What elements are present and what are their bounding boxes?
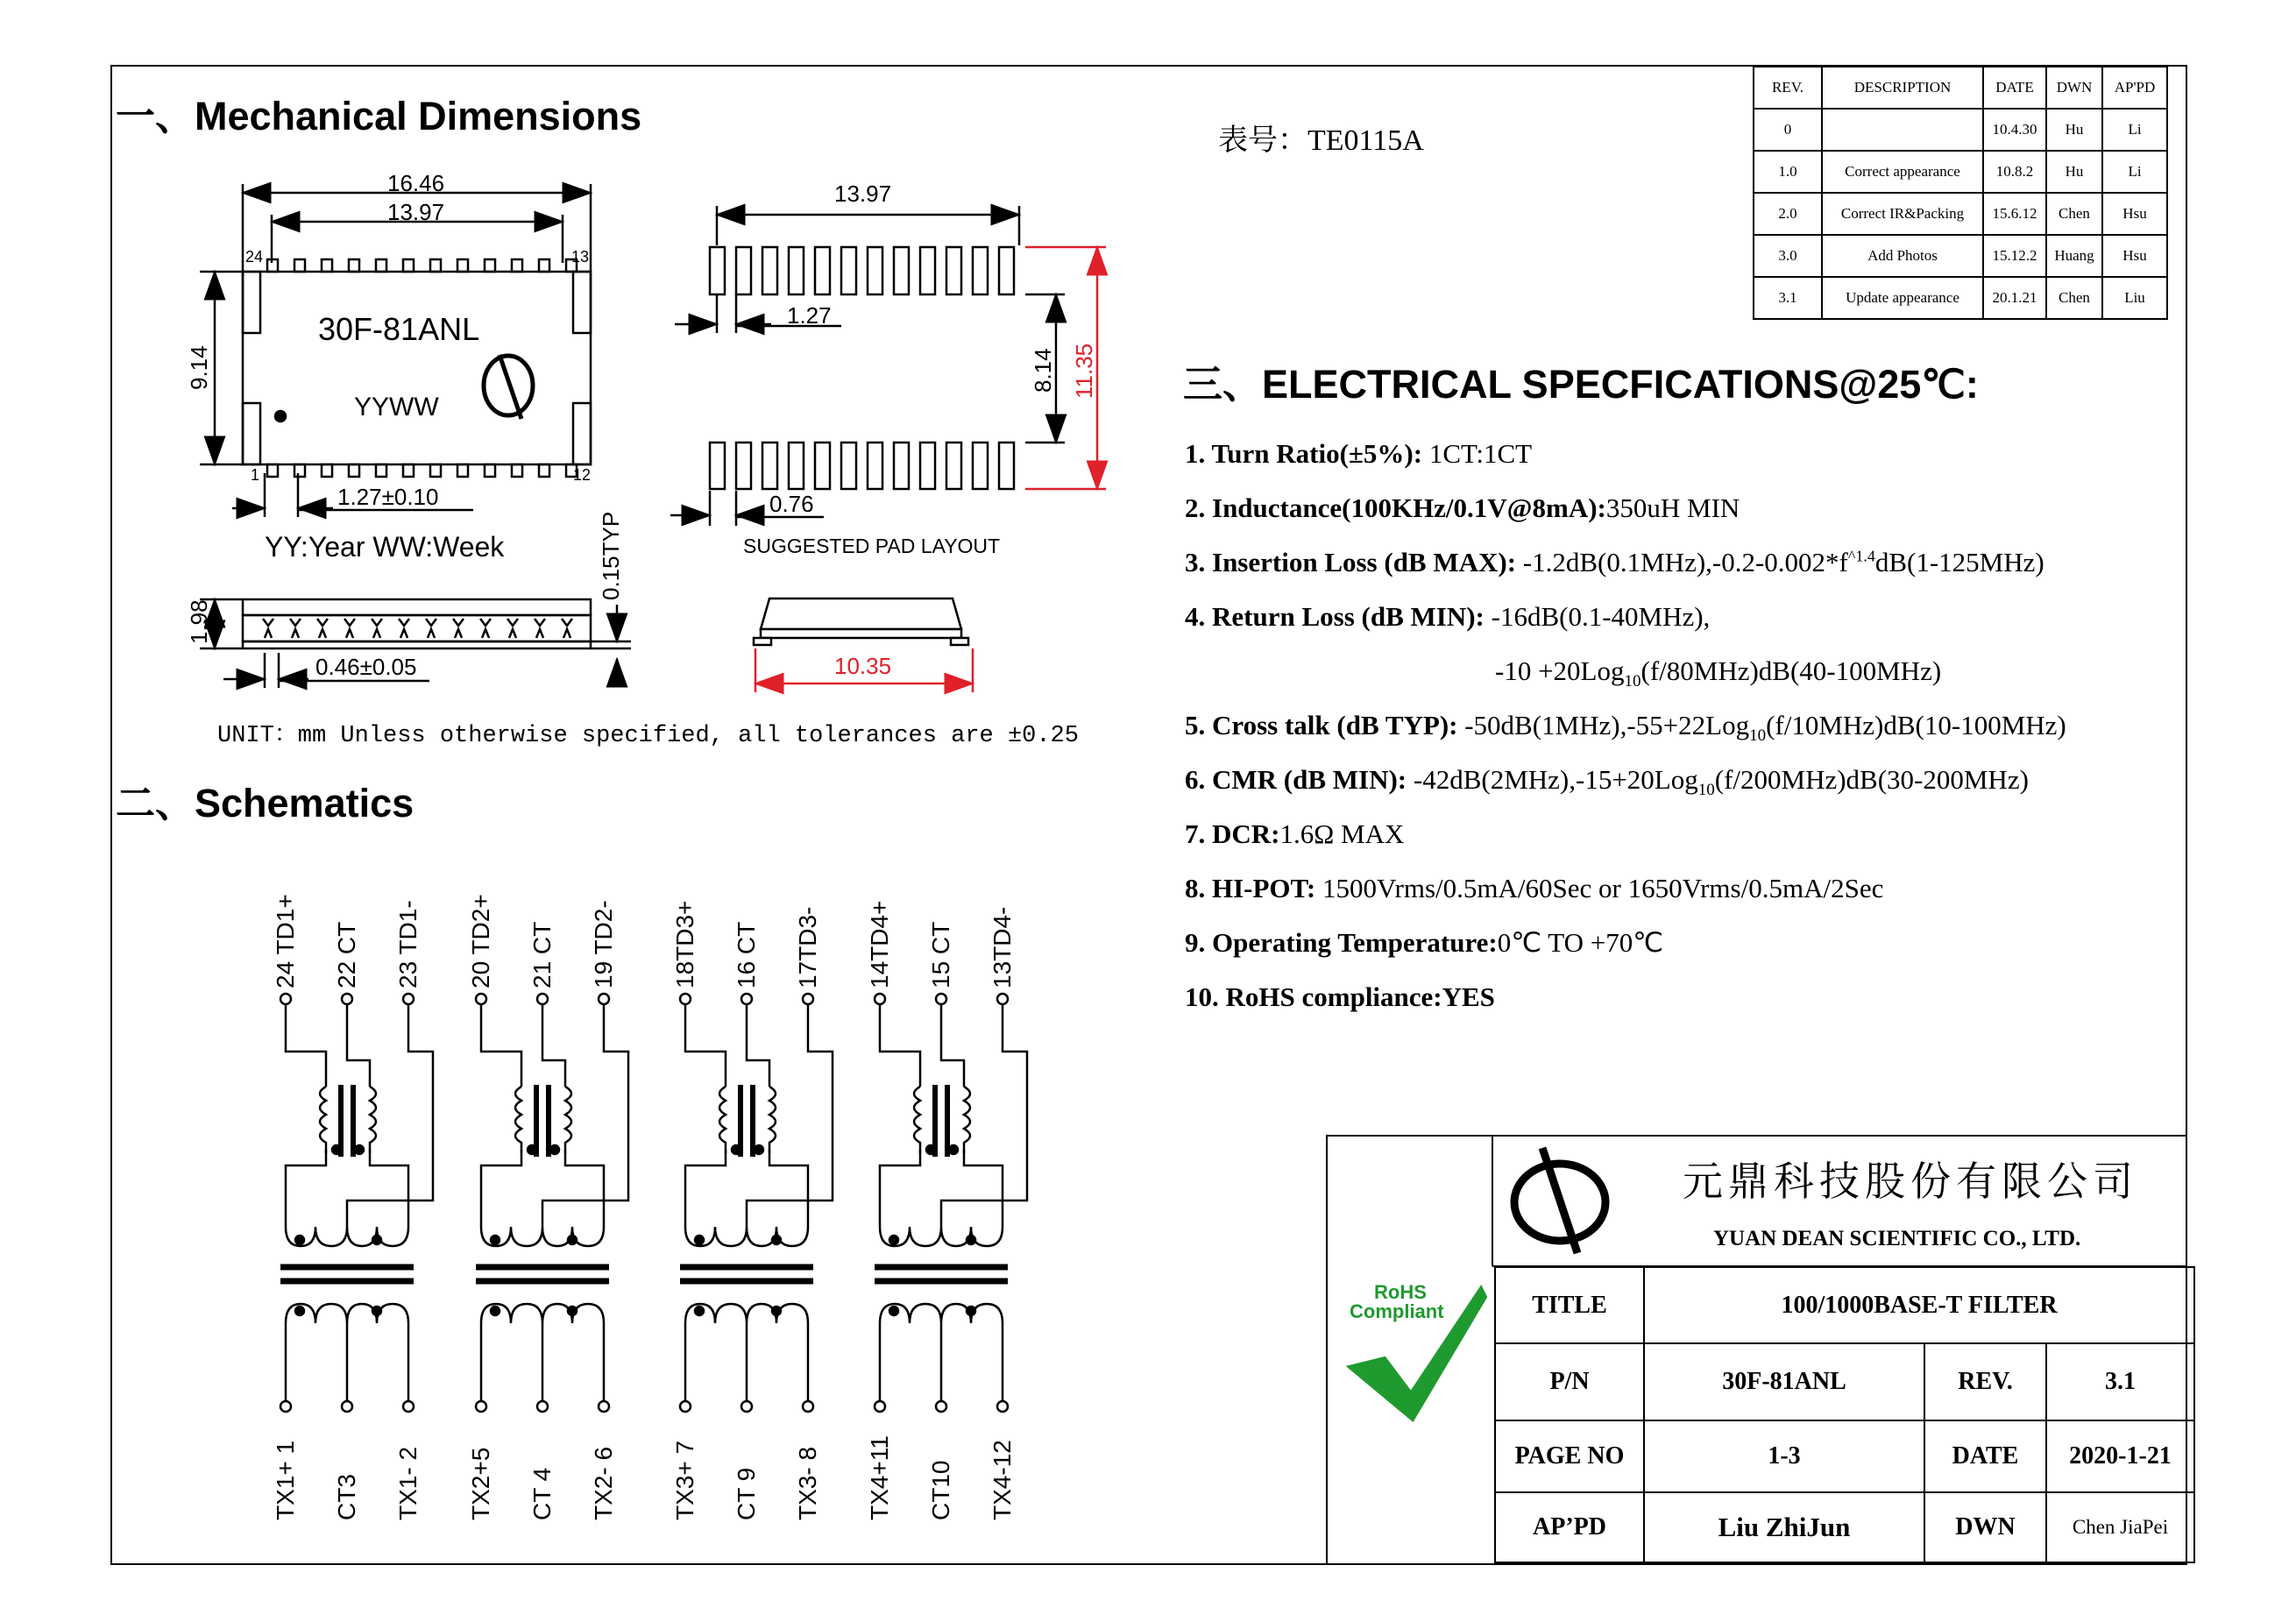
title-block-table xyxy=(1494,1266,2195,1563)
revision-cell: 20.1.21 xyxy=(1983,277,2046,319)
spec-value-unit: dB(1-125MHz) xyxy=(1874,547,2044,577)
pad xyxy=(789,247,804,294)
pin-label-bottom: TX1- 2 xyxy=(394,1446,422,1520)
spec-hipot xyxy=(1185,873,1883,904)
revision-cell: 15.6.12 xyxy=(1983,193,2046,235)
revision-cell: Chen xyxy=(2046,277,2102,319)
dim-typ: 0.15TYP xyxy=(598,511,624,600)
side-pin xyxy=(480,619,491,638)
pin-1-label: 1 xyxy=(251,466,260,484)
package-pin xyxy=(485,259,495,272)
rohs-label: RoHS xyxy=(1374,1281,1427,1303)
choke-coil xyxy=(515,1087,521,1153)
pin-terminal xyxy=(342,1401,352,1412)
package-pin xyxy=(403,259,414,272)
rev-value: 3.1 xyxy=(2046,1343,2194,1420)
pin-terminal xyxy=(476,1401,486,1412)
pin-label-top: 22 CT xyxy=(333,921,360,988)
side-pin xyxy=(263,619,273,638)
pin-label-top: 19 TD2- xyxy=(590,900,617,988)
pin-terminal xyxy=(936,1401,946,1412)
choke-coil xyxy=(914,1087,920,1153)
date-header: DATE xyxy=(1983,67,2046,109)
pin-terminal xyxy=(741,1401,752,1412)
pin-label-bottom: TX3- 8 xyxy=(794,1446,821,1520)
dim-pitch-span: 13.97 xyxy=(387,199,445,225)
pin-label-top: 17TD3- xyxy=(794,906,821,988)
section-electrical: 三、ELECTRICAL SPECFICATIONS@25℃: xyxy=(1183,362,1979,407)
spec-label: 7. DCR: xyxy=(1185,818,1280,849)
revision-row xyxy=(1754,235,2167,277)
pin-label-bottom: TX4+11 xyxy=(866,1435,893,1520)
pin-terminal xyxy=(537,994,548,1004)
side-pin xyxy=(535,619,545,638)
side-pin xyxy=(399,619,409,638)
polarity-dot xyxy=(695,1236,704,1244)
pin-label-top: 20 TD2+ xyxy=(467,894,494,988)
revision-cell: Add Photos xyxy=(1822,235,1983,277)
pin-terminal xyxy=(476,994,486,1004)
wire xyxy=(880,1150,920,1227)
pad xyxy=(762,247,777,294)
polarity-dot xyxy=(491,1307,500,1315)
spec-label: 2. Inductance(100KHz/0.1V@8mA): xyxy=(1185,492,1606,523)
pad-row-gap: 8.14 xyxy=(1030,348,1056,393)
pad xyxy=(710,247,725,294)
form-number: 表号：TE0115A xyxy=(1218,124,1424,157)
revision-row xyxy=(1754,193,2167,235)
spec-value: -1.2dB(0.1MHz),-0.2-0.002*f xyxy=(1516,547,1848,577)
pn-label: P/N xyxy=(1495,1343,1644,1420)
pin-label-top: 14TD4+ xyxy=(866,900,893,988)
pin-terminal xyxy=(537,1401,548,1412)
revision-cell: Hu xyxy=(2046,151,2102,193)
spec-value-unit: (f/10MHz)dB(10-100MHz) xyxy=(1766,710,2066,740)
wire xyxy=(542,1004,628,1227)
revision-cell: 10.4.30 xyxy=(1983,109,2046,151)
revision-row xyxy=(1754,109,2167,151)
wire xyxy=(481,1150,521,1227)
spec-insertion-loss xyxy=(1185,547,2044,578)
pin-label-bottom: CT 4 xyxy=(528,1467,556,1520)
pad xyxy=(710,443,725,489)
polarity-dot xyxy=(949,1145,958,1154)
pin-terminal xyxy=(680,1401,691,1412)
spec-value: 350uH MIN xyxy=(1605,492,1740,523)
package-pin xyxy=(322,259,332,272)
spec-return-loss xyxy=(1185,601,1710,633)
date-value: 2020-1-21 xyxy=(2046,1420,2194,1492)
pin-terminal xyxy=(403,994,414,1004)
dim-pitch: 1.27±0.10 xyxy=(337,484,439,510)
pin-label-bottom: CT10 xyxy=(927,1460,954,1520)
appd-value: Liu ZhiJun xyxy=(1644,1492,1924,1562)
section-mechanical: 一、Mechanical Dimensions xyxy=(116,94,642,138)
pin-13-label: 13 xyxy=(571,248,590,266)
pad-layout xyxy=(670,206,1065,526)
pin-label-top: 13TD4- xyxy=(989,906,1016,988)
package-pin xyxy=(512,259,522,272)
pin-terminal xyxy=(875,1401,885,1412)
spec-value: -50dB(1MHz),-55+22Log xyxy=(1457,710,1750,740)
revision-cell: Liu xyxy=(2102,277,2167,319)
spec-return-loss-2 xyxy=(1495,655,1941,691)
pad xyxy=(736,247,751,294)
pad-layout-label: SUGGESTED PAD LAYOUT xyxy=(743,535,1001,557)
choke-coil xyxy=(719,1087,726,1153)
spec-exponent: ^1.4 xyxy=(1847,547,1875,565)
wire xyxy=(880,1004,920,1087)
wire xyxy=(286,1004,326,1087)
package-pin xyxy=(294,259,305,272)
spec-label: 3. Insertion Loss (dB MAX): xyxy=(1185,547,1517,577)
date-label: DATE xyxy=(1924,1420,2046,1492)
choke-coil xyxy=(320,1087,326,1153)
side-pin xyxy=(372,619,382,638)
title-label: TITLE xyxy=(1495,1267,1644,1343)
pad xyxy=(973,247,988,294)
revision-row xyxy=(1754,277,2167,319)
wire xyxy=(347,1004,433,1227)
spec-cmr xyxy=(1185,764,2029,800)
pin-24-label: 24 xyxy=(245,248,264,266)
revision-cell: Update appearance xyxy=(1822,277,1983,319)
pad xyxy=(894,443,909,489)
pad xyxy=(789,443,804,489)
package-pin xyxy=(403,464,414,477)
choke-coil xyxy=(370,1087,376,1153)
company-logo xyxy=(1514,1148,1605,1253)
wire xyxy=(286,1150,326,1227)
revision-cell: 10.8.2 xyxy=(1983,151,2046,193)
pin-label-top: 18TD3+ xyxy=(671,900,698,988)
spec-value: 1.6Ω MAX xyxy=(1279,818,1405,849)
dim-lead-width: 0.46±0.05 xyxy=(315,654,417,680)
pad xyxy=(973,443,988,489)
revision-cell: 0 xyxy=(1754,109,1822,151)
side-pin xyxy=(426,619,436,638)
pad xyxy=(815,443,830,489)
page-value: 1-3 xyxy=(1644,1420,1924,1492)
pin-label-top: 24 TD1+ xyxy=(272,894,299,988)
description-header: DESCRIPTION xyxy=(1822,67,1983,109)
package-pin xyxy=(457,464,468,477)
pad-width: 0.76 xyxy=(769,491,814,517)
polarity-dot xyxy=(772,1307,781,1315)
package-pin xyxy=(430,259,441,272)
pin-terminal xyxy=(997,1401,1008,1412)
side-pin xyxy=(453,619,464,638)
polarity-dot xyxy=(332,1145,341,1154)
wire xyxy=(685,1150,726,1227)
polarity-dot xyxy=(967,1236,975,1244)
pin-label-bottom: TX2+5 xyxy=(467,1447,494,1520)
pin-terminal xyxy=(342,994,352,1004)
section-schematics: 二、Schematics xyxy=(116,781,415,825)
wire xyxy=(481,1004,521,1087)
pad xyxy=(999,247,1014,294)
pin-terminal xyxy=(803,1401,813,1412)
revision-cell: 1.0 xyxy=(1754,151,1822,193)
pin-12-label: 12 xyxy=(573,466,592,484)
spec-value: 1CT:1CT xyxy=(1422,438,1533,469)
spec-label: 5. Cross talk (dB TYP): xyxy=(1185,710,1458,740)
spec-label: 10. RoHS compliance:YES xyxy=(1185,981,1495,1012)
spec-rohs xyxy=(1185,981,1495,1013)
pin-label-bottom: TX4-12 xyxy=(989,1440,1016,1520)
pin-label-top: 21 CT xyxy=(528,921,556,988)
polarity-dot xyxy=(732,1145,741,1154)
side-width: 10.35 xyxy=(834,653,892,679)
revision-header-row xyxy=(1754,67,2167,109)
pin-terminal xyxy=(280,1401,291,1412)
package-pin xyxy=(322,464,332,477)
spec-dcr xyxy=(1185,818,1404,850)
polarity-dot xyxy=(926,1145,935,1154)
wire xyxy=(747,1004,769,1087)
spec-value: 1500Vrms/0.5mA/60Sec or 1650Vrms/0.5mA/2Sec xyxy=(1315,873,1884,903)
spec-turn-ratio xyxy=(1185,438,1532,470)
spec-label: 4. Return Loss (dB MIN): xyxy=(1185,601,1485,632)
pin-terminal xyxy=(403,1401,414,1412)
revision-cell: Li xyxy=(2102,151,2167,193)
polarity-dot xyxy=(695,1307,704,1315)
pad xyxy=(841,443,856,489)
dwn-header: DWN xyxy=(2046,67,2102,109)
polarity-dot xyxy=(568,1307,577,1315)
company-name-en: YUAN DEAN SCIENTIFIC CO., LTD. xyxy=(1713,1227,2081,1250)
pin-terminal xyxy=(997,994,1008,1004)
wire xyxy=(769,1150,808,1227)
appd-label: AP’PD xyxy=(1495,1492,1644,1562)
package-pin xyxy=(539,259,549,272)
dwn-label: DWN xyxy=(1924,1492,2046,1562)
title-value: 100/1000BASE-T FILTER xyxy=(1644,1267,2194,1343)
spec-subscript: 10 xyxy=(1697,781,1715,800)
wire xyxy=(370,1150,408,1227)
revision-cell: Huang xyxy=(2046,235,2102,277)
pin-label-bottom: TX3+ 7 xyxy=(671,1440,698,1520)
pad xyxy=(841,247,856,294)
wire xyxy=(941,1004,964,1087)
package-pin xyxy=(376,464,386,477)
spec-value: -10 +20Log xyxy=(1495,655,1625,686)
rev-label: REV. xyxy=(1924,1343,2046,1420)
polarity-dot xyxy=(550,1145,559,1154)
revision-cell: Correct appearance xyxy=(1822,151,1983,193)
package-pin xyxy=(430,464,441,477)
pin-label-bottom: CT 9 xyxy=(733,1467,760,1520)
pin-terminal xyxy=(599,1401,609,1412)
revision-row xyxy=(1754,151,2167,193)
pad xyxy=(999,443,1014,489)
pin-terminal xyxy=(803,994,813,1004)
rev-header: REV. xyxy=(1754,67,1822,109)
pn-value: 30F-81ANL xyxy=(1644,1343,1924,1420)
pad xyxy=(736,443,751,489)
pin-terminal xyxy=(936,994,946,1004)
revision-cell: Hsu xyxy=(2102,193,2167,235)
pad xyxy=(920,247,935,294)
polarity-dot xyxy=(355,1145,364,1154)
company-name-cn: 元鼎科技股份有限公司 xyxy=(1683,1159,2138,1204)
pad-pitch: 1.27 xyxy=(787,302,832,329)
wire xyxy=(747,1004,833,1227)
pad-span: 13.97 xyxy=(834,181,892,207)
side-outline xyxy=(754,599,968,645)
spec-label: 9. Operating Temperature: xyxy=(1185,927,1498,958)
revision-cell xyxy=(1822,109,1983,151)
revision-cell: 15.12.2 xyxy=(1983,235,2046,277)
wire xyxy=(964,1150,1003,1227)
wire xyxy=(542,1004,565,1087)
pad xyxy=(920,443,935,489)
date-code-legend: YY:Year WW:Week xyxy=(265,531,505,563)
polarity-dot xyxy=(568,1236,577,1244)
wire xyxy=(565,1150,604,1227)
spec-value-unit: (f/200MHz)dB(30-200MHz) xyxy=(1714,764,2029,795)
spec-label: 1. Turn Ratio(±5%): xyxy=(1185,438,1423,469)
appd-header: AP'PD xyxy=(2102,67,2167,109)
choke-coil xyxy=(565,1087,571,1153)
package-pin xyxy=(267,464,278,477)
spec-label: 6. CMR (dB MIN): xyxy=(1185,764,1407,795)
pin-terminal xyxy=(741,994,752,1004)
schematic-transformers xyxy=(280,994,1027,1412)
spec-value-unit: (f/80MHz)dB(40-100MHz) xyxy=(1641,655,1942,686)
spec-value: 0℃ TO +70℃ xyxy=(1497,927,1664,958)
package-pin xyxy=(485,464,495,477)
polarity-dot xyxy=(772,1236,781,1244)
dim-overall: 16.46 xyxy=(387,170,445,196)
package-pin xyxy=(457,259,468,272)
pin-terminal xyxy=(280,994,291,1004)
package-pin xyxy=(512,464,522,477)
pin-label-top: 15 CT xyxy=(927,921,954,988)
polarity-dot xyxy=(372,1236,381,1244)
choke-coil xyxy=(769,1087,776,1153)
pad xyxy=(946,443,961,489)
pin-terminal xyxy=(599,994,609,1004)
pad xyxy=(946,247,961,294)
polarity-dot xyxy=(528,1145,536,1154)
revision-cell: Li xyxy=(2102,109,2167,151)
pad xyxy=(894,247,909,294)
pin-label-top: 23 TD1- xyxy=(394,900,422,988)
package-pin xyxy=(294,464,305,477)
pad-total-height: 11.35 xyxy=(1071,343,1097,399)
side-pin xyxy=(317,619,328,638)
pin-label-bottom: TX2- 6 xyxy=(590,1446,617,1520)
wire xyxy=(685,1004,726,1087)
revision-table xyxy=(1753,66,2168,320)
pin-terminal xyxy=(875,994,885,1004)
side-pin xyxy=(507,619,518,638)
pad xyxy=(762,443,777,489)
polarity-dot xyxy=(889,1236,898,1244)
wire xyxy=(347,1004,370,1087)
pin-label-bottom: CT3 xyxy=(333,1474,360,1520)
spec-value: -16dB(0.1-40MHz), xyxy=(1484,601,1711,632)
spec-operating-temp xyxy=(1185,927,1663,959)
revision-cell: Hsu xyxy=(2102,235,2167,277)
polarity-dot xyxy=(889,1307,898,1315)
revision-cell: Hu xyxy=(2046,109,2102,151)
side-pin xyxy=(344,619,355,638)
revision-cell: 2.0 xyxy=(1754,193,1822,235)
polarity-dot xyxy=(372,1307,381,1315)
polarity-dot xyxy=(295,1236,304,1244)
package-pin xyxy=(539,464,549,477)
date-code-marking: YYWW xyxy=(354,393,439,421)
revision-cell: 3.1 xyxy=(1754,277,1822,319)
wire xyxy=(941,1004,1027,1227)
chip-logo xyxy=(484,355,533,419)
package-pin xyxy=(349,464,359,477)
package-pin xyxy=(349,259,359,272)
dim-thickness: 1.98 xyxy=(186,599,212,644)
pin-terminal xyxy=(680,994,691,1004)
polarity-dot xyxy=(967,1307,975,1315)
spec-subscript: 10 xyxy=(1624,672,1641,691)
polarity-dot xyxy=(491,1236,500,1244)
package-pin xyxy=(376,259,386,272)
spec-label: 8. HI-POT: xyxy=(1185,873,1316,903)
pad xyxy=(868,443,882,489)
part-marking: 30F-81ANL xyxy=(318,311,480,347)
revision-cell: 3.0 xyxy=(1754,235,1822,277)
units-note: UNIT：mm Unless otherwise specified, all tolerances are ±0.25 xyxy=(217,723,1079,749)
dwn-value: Chen JiaPei xyxy=(2046,1492,2194,1562)
pad xyxy=(868,247,882,294)
polarity-dot xyxy=(295,1307,304,1315)
revision-cell: Correct IR&Packing xyxy=(1822,193,1983,235)
pin-label-top: 16 CT xyxy=(733,921,760,988)
side-pin xyxy=(562,619,572,638)
page-label: PAGE NO xyxy=(1495,1420,1644,1492)
spec-value: -42dB(2MHz),-15+20Log xyxy=(1407,764,1698,795)
rohs-compliant-label: Compliant xyxy=(1350,1300,1444,1322)
spec-subscript: 10 xyxy=(1749,726,1767,746)
choke-coil xyxy=(964,1087,970,1153)
spec-cross-talk xyxy=(1185,710,2066,746)
pin-label-bottom: TX1+ 1 xyxy=(272,1440,299,1520)
revision-cell: Chen xyxy=(2046,193,2102,235)
dim-height: 9.14 xyxy=(186,345,212,390)
pad xyxy=(815,247,830,294)
spec-inductance xyxy=(1185,492,1740,524)
polarity-dot xyxy=(755,1145,763,1154)
side-pin xyxy=(290,619,301,638)
